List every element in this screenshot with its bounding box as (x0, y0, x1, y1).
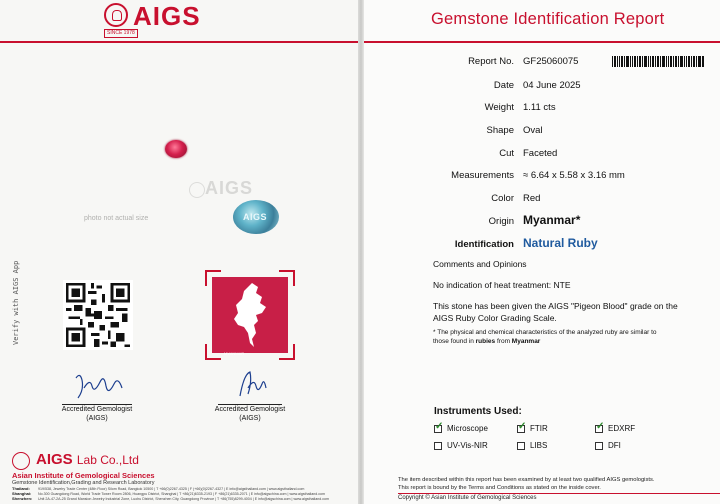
verify-app-text: Verify with AIGS App (12, 260, 20, 345)
label-origin: Origin (488, 216, 514, 227)
instrument-libs: LIBS (517, 441, 547, 450)
checkbox-libs (517, 442, 525, 450)
checkbox-uv-vis-nir (434, 442, 442, 450)
address-thailand: Thailand: 919/538, Jewelry Trade Center (48th Floor) Silom Road, Bangkok 10500 | T +66(0)2267-4325 | F (+66)(0)2267-4327 | E info@aigsthailand.com | www.aigsthailand.com (12, 486, 305, 491)
value-identification: Natural Ruby (523, 236, 598, 250)
instruments-title: Instruments Used: (434, 406, 522, 417)
watermark-text: AIGS (205, 178, 254, 198)
label-cut: Cut (499, 148, 514, 159)
footer-rule (398, 493, 720, 494)
label-color: Color (491, 193, 514, 204)
label-shape: Shape (486, 125, 514, 136)
lab-seal-icon (12, 452, 30, 470)
photo-note: photo not actual size (84, 215, 149, 222)
hologram-text: AIGS (243, 212, 268, 222)
value-date: 04 June 2025 (523, 80, 581, 91)
map-label: MYANMAR (224, 351, 245, 356)
footer-examined: The item described within this report has been examined by at least two qualified AIGS gemologists. (398, 477, 655, 483)
since-badge: SINCE 1978 (104, 29, 138, 38)
label-date: Date (493, 80, 514, 91)
lab-name (36, 452, 139, 468)
label-identification: Identification (454, 239, 514, 250)
value-color: Red (523, 193, 541, 204)
aigs-seal-icon (104, 3, 128, 27)
footer-terms: This report is bound by the Terms and Conditions as stated on the inside cover. (398, 485, 601, 491)
value-report-no: GF25060075 (523, 56, 579, 67)
signature-org-2: (AIGS) (239, 415, 261, 422)
checkbox-microscope (434, 425, 442, 433)
instrument-ftir: ✓ FTIR (517, 424, 548, 433)
address-shenzhen: Shenzhen: Unit 2A-47-2A-25 Grand Mansion Jewelry Industrial Zone, Luohu District, Shenzhen City, Guangdong Province | T +86(755)8299-4004 | E info@aigschina.com | www.aigsthailand.com (12, 496, 330, 501)
value-shape: Oval (523, 125, 543, 136)
book-spine (358, 0, 364, 504)
gemstone-photo (165, 140, 187, 158)
value-cut: Faceted (523, 148, 558, 159)
checkbox-dfi (595, 442, 603, 450)
gemologist-signature-2 (232, 366, 272, 404)
instrument-edxrf: ✓ EDXRF (595, 424, 635, 433)
checkbox-edxrf (595, 425, 603, 433)
header-rule-left (0, 41, 358, 43)
label-measurements: Measurements (451, 170, 514, 181)
report-title: Gemstone Identification Report (431, 10, 665, 28)
gemologist-signature-1 (70, 368, 130, 404)
instrument-microscope: ✓ Microscope (434, 424, 488, 433)
instrument-uv-vis-nir: UV-Vis-NIR (434, 441, 488, 450)
origin-note-line-2: those found in rubies from Myanmar (433, 338, 541, 345)
map-background (212, 277, 288, 356)
origin-note-line-1: * The physical and chemical characteristics of the analyzed ruby are similar to (433, 329, 657, 336)
institute-name: Asian Institute of Gemological Sciences (12, 471, 155, 480)
hologram-sticker (233, 200, 279, 234)
signature-caption-2 (205, 405, 295, 423)
aigs-logo (104, 3, 201, 29)
aigs-lab-logo (12, 452, 139, 470)
checkbox-ftir (517, 425, 525, 433)
lab-brand: AIGS (36, 451, 73, 468)
comments-heading: Comments and Opinions (433, 259, 527, 269)
qr-code-icon[interactable] (63, 280, 133, 350)
instrument-dfi: DFI (595, 441, 621, 450)
origin-map (205, 270, 295, 360)
comment-grade-line-1: This stone has been given the AIGS "Pigeon Blood" grade on the (433, 301, 678, 311)
comment-heat: No indication of heat treatment: NTE (433, 280, 571, 290)
value-weight: 1.11 cts (523, 102, 556, 113)
aigs-logo-text: AIGS (133, 1, 201, 31)
lab-suffix: Lab Co.,Ltd (76, 453, 139, 467)
signature-title-2: Accredited Gemologist (214, 406, 286, 413)
label-report-no: Report No. (468, 56, 514, 67)
value-measurements: ≈ 6.64 x 5.58 x 3.16 mm (523, 170, 625, 181)
signature-title-1: Accredited Gemologist (61, 406, 133, 413)
copyright: Copyright © Asian Institute of Gemological Sciences (398, 495, 537, 501)
comment-grade-line-2: AIGS Ruby Color Grading Scale. (433, 313, 557, 323)
label-weight: Weight (484, 102, 514, 113)
address-shanghai: Shanghai: No.300 Guangdong Road, World Trade Tower Room 2806, Huangpu District, Shanghai | T +86(21)6335-2193 | F +86(21)6335-2071 | E info@aigschina.com | www.aigsthailand.com (12, 491, 325, 496)
myanmar-map-icon (212, 277, 288, 353)
watermark-seal-icon (189, 182, 205, 198)
lab-description: Gemstone Identification,Grading and Research Laboratory (12, 480, 155, 486)
barcode-icon (612, 56, 704, 67)
value-origin: Myanmar* (523, 213, 581, 227)
signature-org-1: (AIGS) (86, 415, 108, 422)
signature-caption-1 (52, 405, 142, 423)
header-rule-right (364, 41, 720, 43)
